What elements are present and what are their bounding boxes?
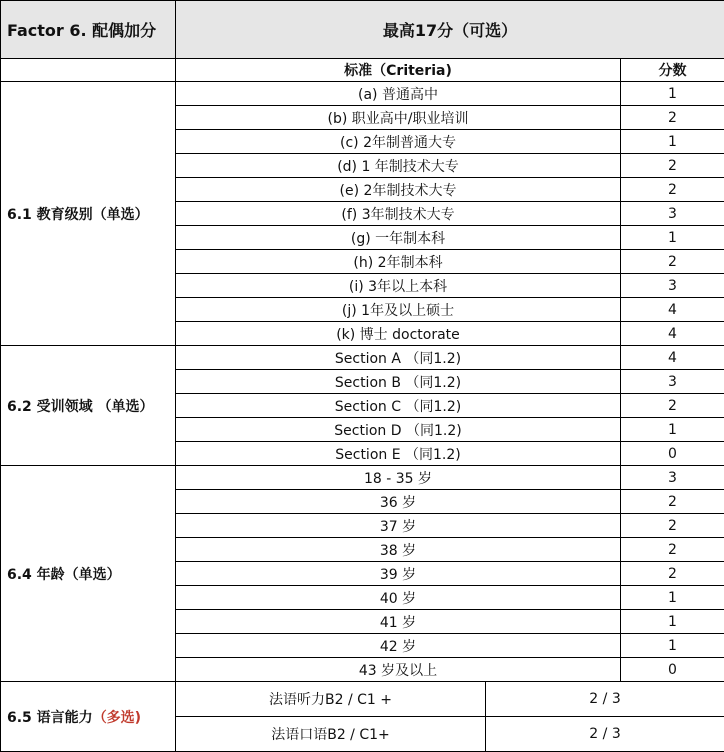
criteria-cell: (i) 3年以上本科 <box>176 274 621 298</box>
table-row <box>1 466 724 490</box>
criteria-cell: 38 岁 <box>176 538 621 562</box>
points-cell: 1 <box>621 82 724 106</box>
criteria-cell: (a) 普通高中 <box>176 82 621 106</box>
points-cell: 4 <box>621 298 724 322</box>
points-cell: 2 <box>621 106 724 130</box>
points-cell: 2 <box>621 154 724 178</box>
points-cell: 2 <box>621 178 724 202</box>
points-cell: 3 <box>621 202 724 226</box>
criteria-cell: 36 岁 <box>176 490 621 514</box>
criteria-cell: Section E （同1.2) <box>176 442 621 466</box>
section-label <box>1 682 176 752</box>
points-cell: 0 <box>621 658 724 682</box>
points-cell: 1 <box>621 586 724 610</box>
points-cell: 1 <box>621 130 724 154</box>
points-cell: 2 <box>621 538 724 562</box>
criteria-cell: (f) 3年制技术大专 <box>176 202 621 226</box>
criteria-cell: 18 - 35 岁 <box>176 466 621 490</box>
column-header-row <box>1 59 724 82</box>
points-cell: 2 / 3 <box>486 717 724 752</box>
points-cell: 0 <box>621 442 724 466</box>
section-label: 6.4 年龄（单选） <box>1 466 176 682</box>
empty-header-cell <box>1 59 176 82</box>
points-cell: 1 <box>621 226 724 250</box>
multi-select-tag: （多选) <box>93 710 141 726</box>
points-cell: 2 <box>621 394 724 418</box>
points-cell: 3 <box>621 466 724 490</box>
points-cell: 1 <box>621 418 724 442</box>
criteria-cell: Section C （同1.2) <box>176 394 621 418</box>
criteria-cell: 37 岁 <box>176 514 621 538</box>
criteria-cell: 39 岁 <box>176 562 621 586</box>
points-cell: 3 <box>621 274 724 298</box>
criteria-cell: 法语听力B2 / C1 + <box>176 682 486 717</box>
criteria-cell: 40 岁 <box>176 586 621 610</box>
points-cell: 2 <box>621 562 724 586</box>
points-cell: 4 <box>621 322 724 346</box>
points-cell: 2 <box>621 490 724 514</box>
criteria-cell: 42 岁 <box>176 634 621 658</box>
criteria-cell: 43 岁及以上 <box>176 658 621 682</box>
points-cell: 2 <box>621 250 724 274</box>
criteria-cell: Section B （同1.2) <box>176 370 621 394</box>
criteria-cell: Section D （同1.2) <box>176 418 621 442</box>
criteria-cell: (g) 一年制本科 <box>176 226 621 250</box>
factor-title: Factor 6. 配偶加分 <box>1 1 176 59</box>
points-cell: 2 <box>621 514 724 538</box>
criteria-cell: 41 岁 <box>176 610 621 634</box>
points-cell: 1 <box>621 610 724 634</box>
points-cell: 2 / 3 <box>486 682 724 717</box>
criteria-cell: (e) 2年制技术大专 <box>176 178 621 202</box>
criteria-cell: (k) 博士 doctorate <box>176 322 621 346</box>
criteria-cell: 法语口语B2 / C1+ <box>176 717 486 752</box>
points-column-header: 分数 <box>621 59 724 82</box>
criteria-cell: (c) 2年制普通大专 <box>176 130 621 154</box>
criteria-cell: (h) 2年制本科 <box>176 250 621 274</box>
section-label-main: 6.5 语言能力 <box>7 710 93 726</box>
table-row <box>1 682 724 717</box>
criteria-cell: (b) 职业高中/职业培训 <box>176 106 621 130</box>
criteria-cell: (j) 1年及以上硕士 <box>176 298 621 322</box>
points-cell: 1 <box>621 634 724 658</box>
section-label: 6.2 受训领域 （单选） <box>1 346 176 466</box>
max-points-label: 最高17分（可选） <box>176 1 724 59</box>
points-cell: 3 <box>621 370 724 394</box>
section-label: 6.1 教育级别（单选） <box>1 82 176 346</box>
criteria-cell: (d) 1 年制技术大专 <box>176 154 621 178</box>
table-row <box>1 82 724 106</box>
criteria-column-header: 标准（Criteria) <box>176 59 621 82</box>
criteria-cell: Section A （同1.2) <box>176 346 621 370</box>
points-cell: 4 <box>621 346 724 370</box>
header-row <box>1 1 724 59</box>
table-row <box>1 346 724 370</box>
